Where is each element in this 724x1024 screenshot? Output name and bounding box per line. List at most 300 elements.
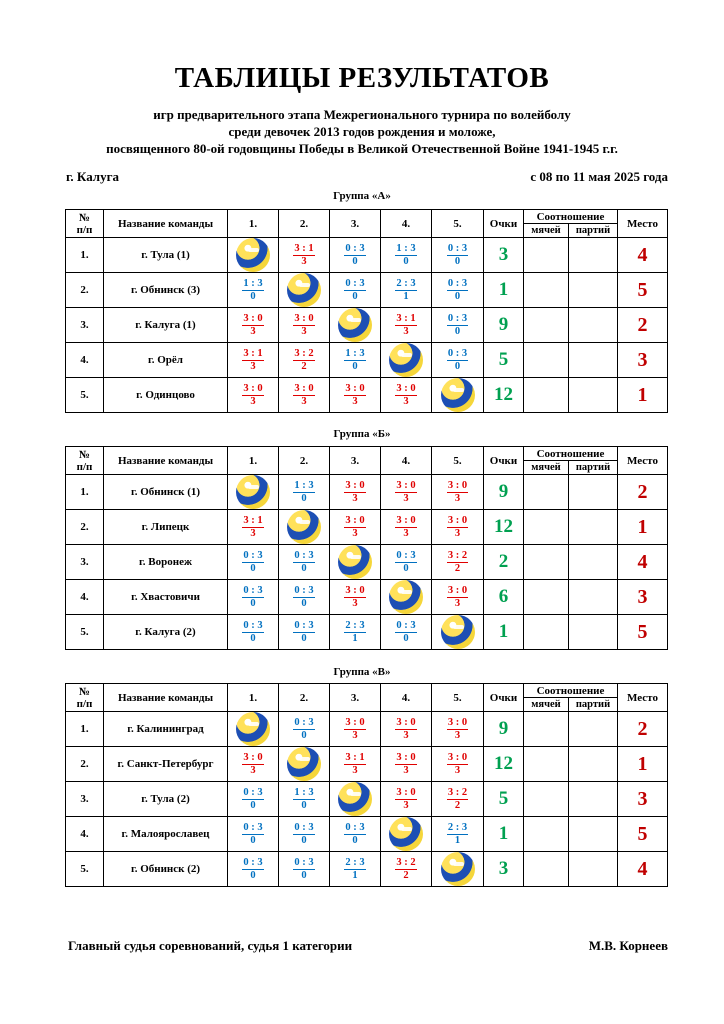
balls-ratio-cell: [524, 580, 569, 615]
team-name: г. Обнинск (1): [104, 475, 228, 510]
sets-ratio-cell: [569, 308, 618, 343]
match-score: [395, 243, 416, 268]
score-cell: [228, 580, 279, 615]
score-cell: [432, 852, 484, 887]
score-cell: [228, 510, 279, 545]
sets-ratio-cell: [569, 238, 618, 273]
team-name: г. Калуга (1): [104, 308, 228, 343]
score-cell: [279, 580, 330, 615]
score-cell: [432, 475, 484, 510]
header-num: № п/п: [66, 210, 104, 238]
row-number: 2.: [66, 273, 104, 308]
place-value: 4: [637, 550, 648, 573]
score-cell: [381, 747, 432, 782]
match-score: [395, 278, 416, 303]
balls-ratio-cell: [524, 343, 569, 378]
volleyball-icon: [389, 817, 423, 851]
points-value: 3: [498, 858, 509, 879]
row-number: 3.: [66, 545, 104, 580]
score-cell: [279, 817, 330, 852]
place-cell: [618, 343, 668, 378]
header-sets: партий: [569, 224, 618, 238]
match-score: [242, 348, 263, 373]
points-value: 5: [498, 349, 509, 370]
match-points: 0: [352, 360, 358, 372]
match-score: [293, 787, 314, 812]
score-cell: [330, 308, 381, 343]
volleyball-icon: [338, 545, 372, 579]
points-value: 9: [498, 481, 509, 502]
match-points: 0: [250, 597, 256, 609]
match-score: [344, 752, 365, 777]
match-points: 0: [301, 799, 307, 811]
match-points: 0: [301, 562, 307, 574]
score-cell: [330, 747, 381, 782]
table-row: [66, 712, 668, 747]
table-row: [66, 782, 668, 817]
points-cell: [484, 238, 524, 273]
match-points: 0: [352, 290, 358, 302]
match-points: 3: [250, 325, 256, 337]
match-points: 0: [301, 492, 307, 504]
score-cell: [228, 343, 279, 378]
header-balls: мячей: [524, 224, 569, 238]
header-points: Очки: [484, 447, 524, 475]
match-score: [293, 857, 314, 882]
score-cell: [432, 510, 484, 545]
balls-ratio-cell: [524, 475, 569, 510]
score-cell: [228, 545, 279, 580]
header-balls: мячей: [524, 461, 569, 475]
score-cell: [330, 475, 381, 510]
match-points: 3: [250, 764, 256, 776]
subtitle-line-2: среди девочек 2013 годов рождения и моложе,: [228, 124, 496, 139]
match-score: [344, 585, 365, 610]
row-number: 4.: [66, 343, 104, 378]
team-name: г. Калуга (2): [104, 615, 228, 650]
score-cell: [432, 343, 484, 378]
points-value: 2: [498, 551, 509, 572]
match-points: 0: [454, 360, 461, 372]
match-score: [293, 480, 314, 505]
match-score: [395, 550, 416, 575]
row-number: 2.: [66, 510, 104, 545]
sets-ratio-cell: [569, 712, 618, 747]
team-name: г. Санкт-Петербург: [104, 747, 228, 782]
set-score: 3 : 0: [294, 312, 314, 324]
set-score: 3 : 0: [396, 514, 416, 526]
table-row: [66, 238, 668, 273]
score-cell: [330, 378, 381, 413]
match-score: [293, 822, 314, 847]
match-points: 0: [250, 632, 256, 644]
score-cell: [228, 817, 279, 852]
match-score: [293, 717, 314, 742]
dates: с 08 по 11 мая 2025 года: [530, 169, 668, 184]
score-cell: [432, 782, 484, 817]
score-cell: [279, 475, 330, 510]
match-points: 0: [250, 799, 256, 811]
set-score: 0 : 3: [243, 619, 263, 631]
set-score: 0 : 3: [294, 856, 314, 868]
place-value: 3: [637, 348, 648, 371]
table-row: [66, 273, 668, 308]
team-name: г. Обнинск (2): [104, 852, 228, 887]
match-points: 0: [301, 632, 307, 644]
place-value: 4: [637, 857, 648, 880]
points-cell: [484, 308, 524, 343]
match-points: 3: [403, 764, 409, 776]
page-title: ТАБЛИЦЫ РЕЗУЛЬТАТОВ: [174, 62, 550, 94]
score-cell: [279, 852, 330, 887]
set-score: 1 : 3: [294, 786, 314, 798]
match-score: [344, 620, 365, 645]
match-points: 3: [352, 764, 358, 776]
place-cell: [618, 817, 668, 852]
match-points: 1: [352, 869, 358, 881]
place-value: 3: [637, 585, 648, 608]
place-value: 5: [637, 822, 648, 845]
match-points: 3: [352, 395, 358, 407]
set-score: 0 : 3: [396, 549, 416, 561]
place-value: 1: [637, 515, 648, 538]
header-place: Место: [618, 684, 668, 712]
sets-ratio-cell: [569, 852, 618, 887]
group-title: Группа «В»: [333, 666, 391, 678]
chief-judge-label: Главный судья соревнований, судья 1 категории: [68, 938, 353, 953]
team-name: г. Тула (2): [104, 782, 228, 817]
header-num: № п/п: [66, 684, 104, 712]
match-score: [344, 348, 365, 373]
set-score: 0 : 3: [243, 786, 263, 798]
place-value: 5: [637, 620, 648, 643]
chief-judge-name: М.В. Корнеев: [588, 938, 668, 953]
header-points: Очки: [484, 210, 524, 238]
volleyball-icon: [338, 308, 372, 342]
volleyball-icon: [441, 852, 475, 886]
points-cell: [484, 273, 524, 308]
set-score: 0 : 3: [243, 584, 263, 596]
sets-ratio-cell: [569, 615, 618, 650]
volleyball-icon: [441, 378, 475, 412]
team-name: г. Воронеж: [104, 545, 228, 580]
team-name: г. Тула (1): [104, 238, 228, 273]
points-cell: [484, 852, 524, 887]
set-score: 0 : 3: [447, 277, 468, 289]
match-points: 2: [454, 562, 461, 574]
match-score: [242, 857, 263, 882]
volleyball-icon: [389, 343, 423, 377]
header-opponent-col: 5.: [432, 684, 484, 712]
header-points: Очки: [484, 684, 524, 712]
score-cell: [432, 615, 484, 650]
score-cell: [228, 378, 279, 413]
score-cell: [330, 238, 381, 273]
score-cell: [279, 510, 330, 545]
points-value: 12: [494, 516, 513, 537]
set-score: 1 : 3: [243, 277, 263, 289]
score-cell: [279, 747, 330, 782]
match-points: 2: [454, 799, 461, 811]
table-row: [66, 615, 668, 650]
match-points: 3: [403, 799, 409, 811]
place-cell: [618, 273, 668, 308]
header-ratio: Соотношение: [524, 684, 618, 698]
score-cell: [330, 580, 381, 615]
header-num: № п/п: [66, 447, 104, 475]
place-value: 5: [637, 278, 648, 301]
score-cell: [432, 580, 484, 615]
subtitle-line-3: посвященного 80-ой годовщины Победы в Великой Отечественной Войне 1941-1945 г.г.: [106, 141, 618, 156]
row-number: 5.: [66, 378, 104, 413]
header-opponent-col: 1.: [228, 684, 279, 712]
set-score: 3 : 0: [345, 514, 365, 526]
group-title: Группа «Б»: [333, 428, 391, 440]
volleyball-icon: [389, 580, 423, 614]
header-opponent-col: 4.: [381, 447, 432, 475]
place-cell: [618, 782, 668, 817]
score-cell: [228, 782, 279, 817]
table-row: [66, 747, 668, 782]
match-points: 0: [250, 834, 256, 846]
group-title: Группа «А»: [333, 190, 391, 202]
match-points: 0: [250, 562, 256, 574]
score-cell: [228, 273, 279, 308]
sets-ratio-cell: [569, 475, 618, 510]
points-value: 1: [498, 279, 509, 300]
set-score: 3 : 0: [294, 382, 314, 394]
match-points: 3: [454, 764, 461, 776]
place-cell: [618, 378, 668, 413]
match-points: 0: [403, 632, 409, 644]
match-score: [293, 313, 314, 338]
header-ratio: Соотношение: [524, 210, 618, 224]
header-opponent-col: 4.: [381, 684, 432, 712]
set-score: 1 : 3: [345, 347, 365, 359]
balls-ratio-cell: [524, 238, 569, 273]
set-score: 3 : 0: [396, 382, 416, 394]
score-cell: [381, 238, 432, 273]
points-value: 5: [498, 788, 509, 809]
sets-ratio-cell: [569, 378, 618, 413]
match-points: 3: [454, 729, 461, 741]
score-cell: [381, 510, 432, 545]
match-score: [395, 787, 416, 812]
place-cell: [618, 475, 668, 510]
match-points: 3: [403, 492, 409, 504]
match-score: [447, 550, 468, 575]
sets-ratio-cell: [569, 747, 618, 782]
match-score: [344, 515, 365, 540]
score-cell: [330, 852, 381, 887]
score-cell: [432, 747, 484, 782]
row-number: 4.: [66, 580, 104, 615]
match-points: 3: [352, 597, 358, 609]
header-place: Место: [618, 210, 668, 238]
score-cell: [228, 308, 279, 343]
points-value: 1: [498, 621, 509, 642]
match-score: [293, 585, 314, 610]
match-score: [242, 752, 263, 777]
volleyball-icon: [236, 712, 270, 746]
balls-ratio-cell: [524, 545, 569, 580]
volleyball-icon: [338, 782, 372, 816]
set-score: 3 : 1: [396, 312, 416, 324]
sets-ratio-cell: [569, 580, 618, 615]
header-team: Название команды: [104, 447, 228, 475]
points-cell: [484, 580, 524, 615]
city: г. Калуга: [66, 169, 120, 184]
match-points: 3: [301, 255, 307, 267]
match-score: [293, 243, 314, 268]
set-score: 3 : 1: [294, 242, 314, 254]
set-score: 0 : 3: [243, 856, 263, 868]
match-score: [395, 480, 416, 505]
team-name: г. Обнинск (3): [104, 273, 228, 308]
match-points: 1: [403, 290, 409, 302]
score-cell: [381, 782, 432, 817]
set-score: 0 : 3: [345, 821, 365, 833]
balls-ratio-cell: [524, 273, 569, 308]
set-score: 3 : 2: [447, 786, 468, 798]
match-points: 3: [352, 729, 358, 741]
points-cell: [484, 782, 524, 817]
points-value: 1: [498, 823, 509, 844]
set-score: 3 : 0: [447, 514, 468, 526]
header-opponent-col: 2.: [279, 447, 330, 475]
score-cell: [279, 615, 330, 650]
set-score: 3 : 0: [447, 716, 468, 728]
volleyball-icon: [236, 475, 270, 509]
sets-ratio-cell: [569, 273, 618, 308]
match-points: 0: [301, 729, 307, 741]
score-cell: [381, 545, 432, 580]
points-value: 3: [498, 244, 509, 265]
score-cell: [330, 510, 381, 545]
score-cell: [228, 747, 279, 782]
match-points: 3: [403, 527, 409, 539]
results-table: [65, 209, 668, 413]
points-cell: [484, 747, 524, 782]
match-points: 0: [403, 255, 409, 267]
header-opponent-col: 1.: [228, 210, 279, 238]
match-points: 0: [352, 255, 358, 267]
match-score: [293, 620, 314, 645]
match-points: 0: [454, 325, 461, 337]
match-score: [242, 620, 263, 645]
balls-ratio-cell: [524, 712, 569, 747]
match-points: 3: [250, 395, 256, 407]
match-score: [242, 383, 263, 408]
set-score: 3 : 0: [396, 751, 416, 763]
set-score: 1 : 3: [396, 242, 416, 254]
match-score: [395, 383, 416, 408]
header-opponent-col: 3.: [330, 447, 381, 475]
match-score: [447, 313, 468, 338]
points-cell: [484, 378, 524, 413]
volleyball-icon: [287, 510, 321, 544]
sets-ratio-cell: [569, 782, 618, 817]
match-points: 0: [454, 255, 461, 267]
header-team: Название команды: [104, 210, 228, 238]
set-score: 3 : 0: [447, 751, 468, 763]
set-score: 3 : 1: [243, 514, 263, 526]
match-points: 0: [301, 597, 307, 609]
header-opponent-col: 5.: [432, 210, 484, 238]
match-score: [447, 515, 468, 540]
match-score: [242, 787, 263, 812]
set-score: 0 : 3: [345, 277, 365, 289]
match-score: [395, 313, 416, 338]
match-score: [293, 383, 314, 408]
score-cell: [330, 817, 381, 852]
match-points: 3: [250, 527, 256, 539]
score-cell: [228, 238, 279, 273]
score-cell: [228, 712, 279, 747]
match-points: 3: [403, 325, 409, 337]
set-score: 2 : 3: [447, 821, 468, 833]
subtitle-line-1: игр предварительного этапа Межрегионального турнира по волейболу: [153, 107, 571, 122]
place-value: 2: [637, 717, 648, 740]
row-number: 1.: [66, 712, 104, 747]
set-score: 0 : 3: [447, 242, 468, 254]
score-cell: [330, 712, 381, 747]
match-score: [344, 383, 365, 408]
header-opponent-col: 5.: [432, 447, 484, 475]
set-score: 3 : 0: [396, 479, 416, 491]
set-score: 2 : 3: [345, 856, 365, 868]
set-score: 0 : 3: [294, 619, 314, 631]
set-score: 0 : 3: [396, 619, 416, 631]
table-row: [66, 580, 668, 615]
points-cell: [484, 817, 524, 852]
sets-ratio-cell: [569, 510, 618, 545]
match-score: [344, 480, 365, 505]
match-points: 2: [301, 360, 307, 372]
set-score: 3 : 0: [243, 312, 263, 324]
match-score: [242, 278, 263, 303]
sets-ratio-cell: [569, 545, 618, 580]
match-points: 1: [454, 834, 461, 846]
match-score: [395, 857, 416, 882]
points-cell: [484, 545, 524, 580]
header-opponent-col: 2.: [279, 684, 330, 712]
row-number: 1.: [66, 238, 104, 273]
match-points: 0: [352, 834, 358, 846]
table-row: [66, 817, 668, 852]
header-sets: партий: [569, 698, 618, 712]
match-points: 3: [352, 527, 358, 539]
place-value: 3: [637, 787, 648, 810]
score-cell: [381, 817, 432, 852]
set-score: 3 : 0: [345, 382, 365, 394]
team-name: г. Калининград: [104, 712, 228, 747]
match-points: 0: [250, 290, 256, 302]
score-cell: [279, 712, 330, 747]
set-score: 0 : 3: [447, 347, 468, 359]
team-name: г. Малоярославец: [104, 817, 228, 852]
points-value: 6: [498, 586, 509, 607]
volleyball-icon: [287, 747, 321, 781]
header-team: Название команды: [104, 684, 228, 712]
score-cell: [381, 580, 432, 615]
volleyball-icon: [236, 238, 270, 272]
match-points: 1: [352, 632, 358, 644]
score-cell: [381, 378, 432, 413]
set-score: 2 : 3: [345, 619, 365, 631]
row-number: 1.: [66, 475, 104, 510]
place-cell: [618, 615, 668, 650]
